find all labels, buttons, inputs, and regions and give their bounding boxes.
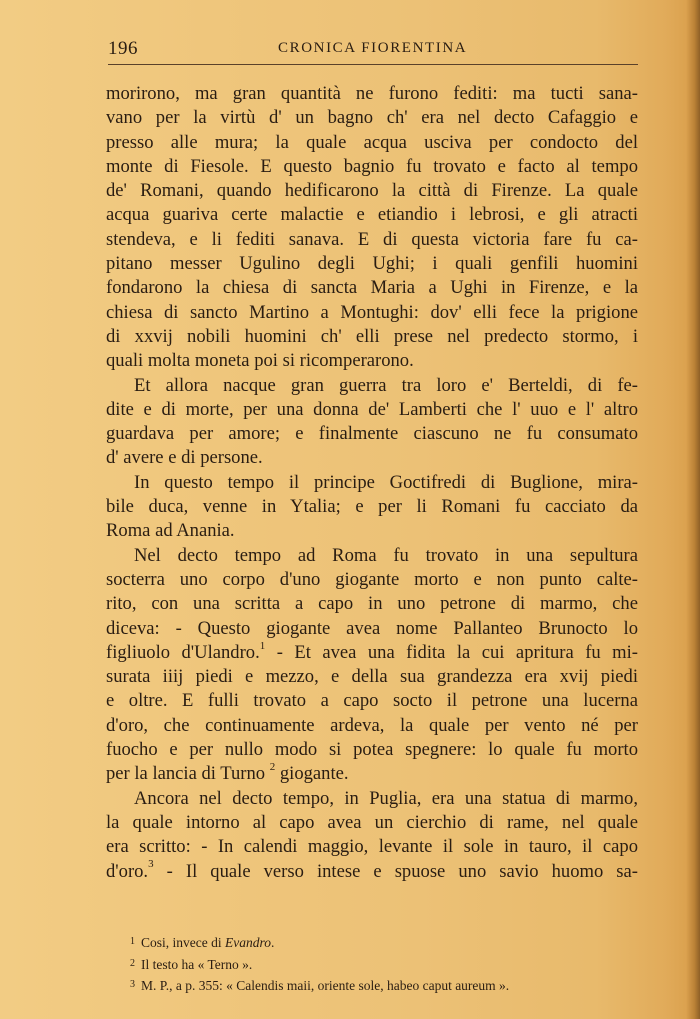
text-line: quali molta moneta poi si ricomperarono. [106,350,414,372]
text-segment: figliuolo d'Ulandro. [106,641,260,663]
text-line: pitano messer Ugulino degli Ughi; i quali genfili huomini [106,253,638,275]
footnote-mark: 2 [130,957,135,969]
text-segment: - Et avea una fidita la cui apritura fu mi- [265,641,638,663]
text-line: Roma ad Anania. [106,520,235,542]
text-segment: d'oro. [106,860,149,882]
text-line-with-note [106,860,638,884]
text-line: acqua guariva certe malactie e etiandio i lebrosi, e gli atracti [106,204,638,226]
text-line: d' avere e di persone. [106,447,263,469]
text-line: In questo tempo il principe Goctifredi di Buglione, mira- [134,471,638,493]
text-line: stendeva, e li fediti sanava. E di questa victoria fare fu ca- [106,228,638,250]
text-line: fondarono la chiesa di sancta Maria a Ughi in Firenze, e la [106,277,638,299]
text-line: bile duca, venne in Ytalia; e per li Romani fu cacciato da [106,496,638,518]
text-line: rito, con una scritta a capo in uno petrone di marmo, che [106,593,638,615]
text-line: fuocho e per nullo modo si potea spegnere: lo quale fu morto [106,739,638,761]
footnote-mark: 1 [130,936,135,947]
header-rule [108,64,638,65]
text-line: di xxvij nobili huomini ch' elli prese nel predecto stormo, i [106,325,638,347]
text-line: monte di Fiesole. E questo bagnio fu trovato e facto al tempo [106,155,638,177]
text-line-with-note [106,641,638,665]
footnote [130,933,638,955]
page-number: 196 [108,38,138,59]
running-header [108,36,638,66]
text-line: Ancora nel decto tempo, in Puglia, era una statua di marmo, [134,787,638,809]
text-line: Et allora nacque gran guerra tra loro e' Berteldi, di fe- [134,374,638,396]
text-segment: - Il quale verso intese e spuose uno savio huomo sa- [153,860,638,882]
text-line: Nel decto tempo ad Roma fu trovato in una sepultura [134,544,638,566]
text-line: dite e di morte, per una donna de' Lamberti che l' uuo e l' altro [106,398,638,420]
footnote [130,955,638,977]
text-line: de' Romani, quando hedificarono la città di Firenze. La quale [106,180,638,202]
main-text [106,82,638,884]
paragraph [106,82,638,374]
text-line: chiesa di sancto Martino a Montughi: dov' elli fece la prigione [106,301,638,323]
footnotes [130,933,638,998]
footnote-text: Il testo ha « Terno ». [141,956,253,972]
paragraph [106,544,638,787]
text-line: socterra uno corpo d'uno giogante morto e non punto calte- [106,568,638,590]
note-ref: 3 [148,858,154,871]
text-line: vano per la virtù d' un bagno ch' era nel decto Cafaggio e [106,107,638,129]
text-line: guardava per amore; e finalmente ciascuno ne fu consumato [106,423,638,445]
note-ref: 1 [259,639,266,652]
running-title: CRONICA FIORENTINA [278,40,468,56]
footnote-italic-text: Evandro [225,935,271,950]
footnote-mark: 3 [130,979,135,990]
text-line: presso alle mura; la quale acqua usciva per condocto del [106,131,638,153]
footnote-text: Cosi, invece di [141,935,225,950]
text-line: diceva: - Questo giogante avea nome Pallanteo Brunocto lo [106,617,638,639]
paragraph [106,787,638,884]
text-line: surata iiij piedi e mezzo, e della sua grandezza era xvij piedi [106,666,638,688]
paragraph [106,374,638,471]
paragraph [106,471,638,544]
text-line: e oltre. E fulli trovato a capo socto il petrone una lucerna [106,690,638,712]
text-line: la quale intorno al capo avea un cierchio di rame, nel quale [106,811,638,833]
text-line: d'oro, che continuamente ardeva, la quale per vento né per [106,714,638,736]
text-line: era scritto: - In calendi maggio, levante il sole in tauro, il capo [106,836,638,858]
footnote-text: . [271,935,275,950]
footnote [130,976,638,998]
text-line-with-note [106,762,638,786]
text-line: morirono, ma gran quantità ne furono fediti: ma tucti sana- [106,83,638,104]
text-segment: per la lancia di Turno [106,763,266,785]
text-segment: giogante. [275,763,349,785]
note-ref: 2 [269,761,276,774]
page-edge-shadow [686,0,700,1019]
footnote-text: M. P., a p. 355: « Calendis maii, oriente sole, habeo caput aureum ». [141,978,510,993]
